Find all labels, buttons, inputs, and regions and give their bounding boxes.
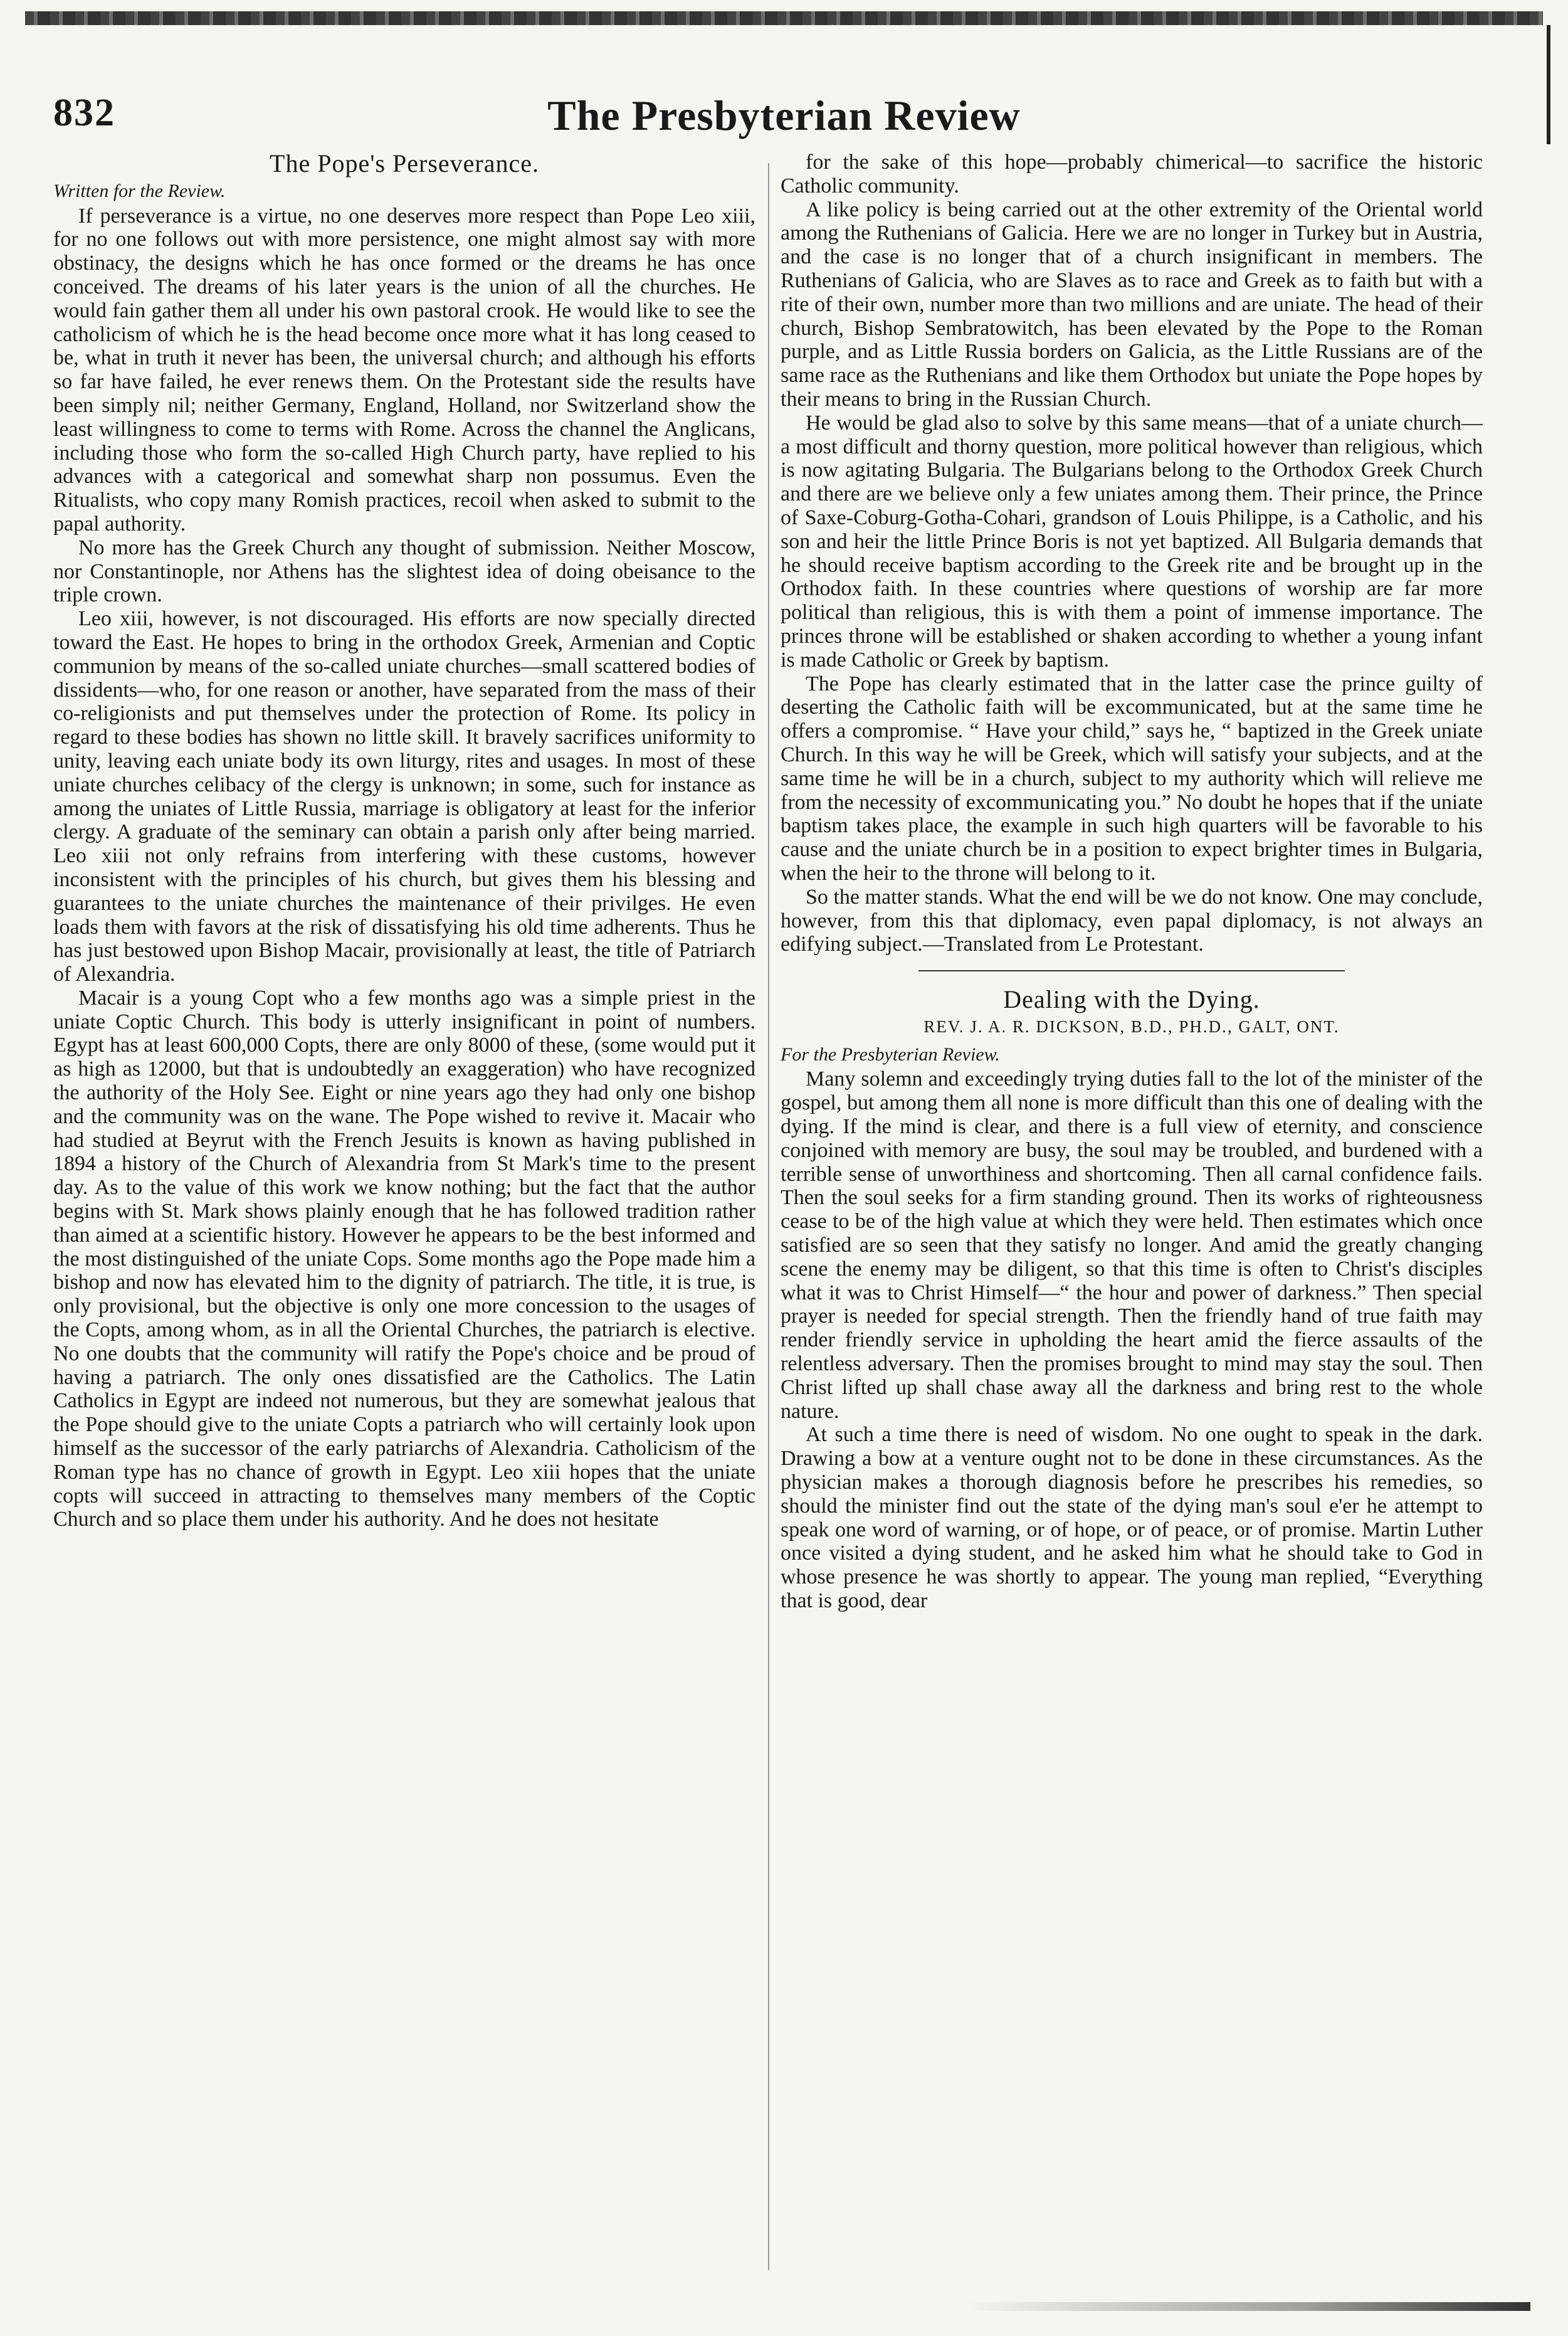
article-note: Written for the Review. <box>53 180 226 201</box>
top-border-rule <box>25 11 1543 25</box>
paragraph: At such a time there is need of wisdom. No one ought to speak in the dark. Drawing a bow at a venture ought not to be done in these circumstances. As the physician makes a thorough diagnosis before he prescribes his remedies, so should the minister find out the state of the dying man's soul e'er he attempt to speak one word of warning, or of hope, or of peace, or of promise. Martin Luther once visited a dying student, and he asked him what he should take to God in whose presence he was shortly to appear. The young man replied, “Everything that is good, dear <box>781 1423 1483 1613</box>
paragraph: for the sake of this hope—probably chimerical—to sacrifice the historic Catholic community. <box>781 151 1483 198</box>
paragraph: Leo xiii, however, is not discouraged. His efforts are now specially directed toward the East. He hopes to bring in the orthodox Greek, Armenian and Coptic communion by means of the so-called uniate churches—small scattered bodies of dissidents—who, for one reason or another, have separated from the mass of their co-religionists and put themselves under the protection of Rome. Its policy in regard to these bodies has shown no little skill. It bravely sacrifices uniformity to unity, leaving each uniate body its own liturgy, rites and usages. In most of these uniate churches celibacy of the clergy is unknown; in some, such for instance as among the uniates of Little Russia, marriage is obligatory at least for the inferior clergy. A graduate of the seminary can obtain a parish only after being married. Leo xiii not only refrains from interfering with these customs, however inconsistent with the principles of his church, but gives them his blessing and guarantees to the uniate churches the maintenance of their privilges. He even loads them with favors at the risk of dissatisfying his old time adherents. Thus he has just bestowed upon Bishop Macair, provisionally at least, the title of Patriarch of Alexandria. <box>53 607 755 986</box>
section-divider <box>918 970 1345 971</box>
paragraph: If perseverance is a virtue, no one deserves more respect than Pope Leo xiii, for no one follows out with more persistence, one might almost say with more obstinacy, the designs which he has once formed or the dreams he has once conceived. The dreams of his later years is the union of all the churches. He would fain gather them all under his own pastoral crook. He would like to see the catholicism of which he is the head become once more what it has long ceased to be, what in truth it never has been, the universal church; and although his efforts so far have failed, he ever renews them. On the Protestant side the results have been simply nil; neither Germany, England, Holland, nor Switzerland show the least willingness to come to terms with Rome. Across the channel the Anglicans, including those who form the so-called High Church party, have replied to his advances with a categorical and somewhat sharp non possumus. Even the Ritualists, who copy many Romish practices, recoil when asked to submit to the papal authority. <box>53 204 755 536</box>
article-title-popes-perseverance: The Pope's Perseverance. <box>270 151 539 177</box>
bottom-edge-smudge <box>966 2302 1530 2311</box>
paragraph: He would be glad also to solve by this same means—that of a uniate church—a most difficult and thorny question, more political however than religious, which is now agitating Bulgaria. The Bulgarians belong to the Orthodox Greek Church and there are we believe only a few uniates among them. Their prince, the Prince of Saxe-Coburg-Gotha-Cohari, grandson of Louis Philippe, is a Catholic, and his son and heir the little Prince Boris is not yet baptized. All Bulgaria demands that he should receive baptism according to the Greek rite and be brought up in the Orthodox faith. In these countries where questions of worship are far more political than religious, this is with them a point of immense importance. The princes throne will be established or shaken according to whether a young infant is made Catholic or Greek by baptism. <box>781 411 1483 672</box>
column-left <box>53 151 755 2270</box>
paragraph: No more has the Greek Church any thought of submission. Neither Moscow, nor Constantinople, nor Athens has the slightest idea of doing obeisance to the triple crown. <box>53 536 755 607</box>
article-title-dealing-with-dying: Dealing with the Dying. <box>1003 985 1260 1014</box>
article-author: REV. J. A. R. DICKSON, B.D., PH.D., GALT, ONT. <box>923 1017 1340 1036</box>
paragraph: So the matter stands. What the end will be we do not know. One may conclude, however, from this that diplomacy, even papal diplomacy, is not always an edifying subject.—Translated from Le Protestant. <box>781 885 1483 956</box>
article-note: For the Presbyterian Review. <box>781 1044 1000 1065</box>
paragraph: A like policy is being carried out at the other extremity of the Oriental world among the Ruthenians of Galicia. Here we are no longer in Turkey but in Austria, and the case is no longer that of a church insignificant in members. The Ruthenians of Galicia, who are Slaves as to race and Greek as to faith but with a rite of their own, number more than two millions and are uniate. The head of their church, Bishop Sembratowitch, has been elevated by the Pope to the Roman purple, and as Little Russia borders on Galicia, as the Little Russians are of the same race as the Ruthenians and like them Orthodox but uniate the Pope hopes by their means to bring in the Russian Church. <box>781 198 1483 411</box>
column-right <box>781 151 1483 2270</box>
paragraph: Many solemn and exceedingly trying duties fall to the lot of the minister of the gospel, but among them all none is more difficult than this one of dealing with the dying. If the mind is clear, and there is a full view of eternity, and conscience conjoined with memory are busy, the soul may be troubled, and burdened with a terrible sense of unworthiness and shortcoming. Then all carnal confidence fails. Then the soul seeks for a firm standing ground. Then its works of righteousness cease to be of the high value at which they were held. Then estimates which once satisfied are so seen that they satisfy no longer. And amid the greatly changing scene the enemy may be diligent, so that this time is often to Christ's disciples what it was to Christ Himself—“ the hour and power of darkness.” Then special prayer is needed for special strength. Then the friendly hand of true faith may render friendly service in upholding the heart amid the fierce assaults of the relentless adversary. Then the promises brought to mind may stay the soul. Then Christ lifted up shall chase away all the darkness and bring rest to the whole nature. <box>781 1067 1483 1423</box>
page-number: 832 <box>53 92 115 134</box>
page-header <box>0 91 1568 147</box>
journal-title: The Presbyterian Review <box>547 92 1021 139</box>
paragraph: The Pope has clearly estimated that in the latter case the prince guilty of deserting the Catholic faith will be excommunicated, but at the same time he offers a compromise. “ Have your child,” says he, “ baptized in the Greek uniate Church. In this way he will be Greek, which will satisfy your subjects, and at the same time he will be in a church, subject to my authority which will relieve me from the necessity of excommunicating you.” No doubt he hopes that if the uniate baptism takes place, the example in such high quarters will be favorable to his cause and the uniate church be in a position to expect brighter times in Bulgaria, when the heir to the throne will belong to it. <box>781 672 1483 885</box>
column-divider <box>768 163 769 2270</box>
paragraph: Macair is a young Copt who a few months ago was a simple priest in the uniate Coptic Church. This body is utterly insignificant in point of numbers. Egypt has at least 600,000 Copts, there are only 8000 of these, (some would put it as high as 12000, but that is undoubtedly an exaggeration) who have recognized the authority of the Holy See. Eight or nine years ago they had only one bishop and the community was on the wane. The Pope wished to revive it. Macair who had studied at Beyrut with the French Jesuits is known as having published in 1894 a history of the Church of Alexandria from St Mark's time to the present day. As to the value of this work we know nothing; but the fact that the author begins with St. Mark shows plainly enough that he has followed tradition rather than aimed at a scientific history. However he appears to be the best informed and the most distinguished of the uniate Cops. Some months ago the Pope made him a bishop and now has elevated him to the dignity of patriarch. The title, it is true, is only provisional, but the objective is only one more concession to the usages of the Copts, among whom, as in all the Oriental Churches, the patriarch is elective. No one doubts that the community will ratify the Pope's choice and be proud of having a patriarch. The only ones dissatisfied are the Catholics. The Latin Catholics in Egypt are indeed not numerous, but they are somewhat jealous that the Pope should give to the uniate Copts a patriarch who will certainly look upon himself as the successor of the early patriarchs of Alexandria. Catholicism of the Roman type has no chance of growth in Egypt. Leo xiii hopes that the uniate copts will succeed in attracting to themselves many members of the Coptic Church and so place them under his authority. And he does not hesitate <box>53 986 755 1531</box>
